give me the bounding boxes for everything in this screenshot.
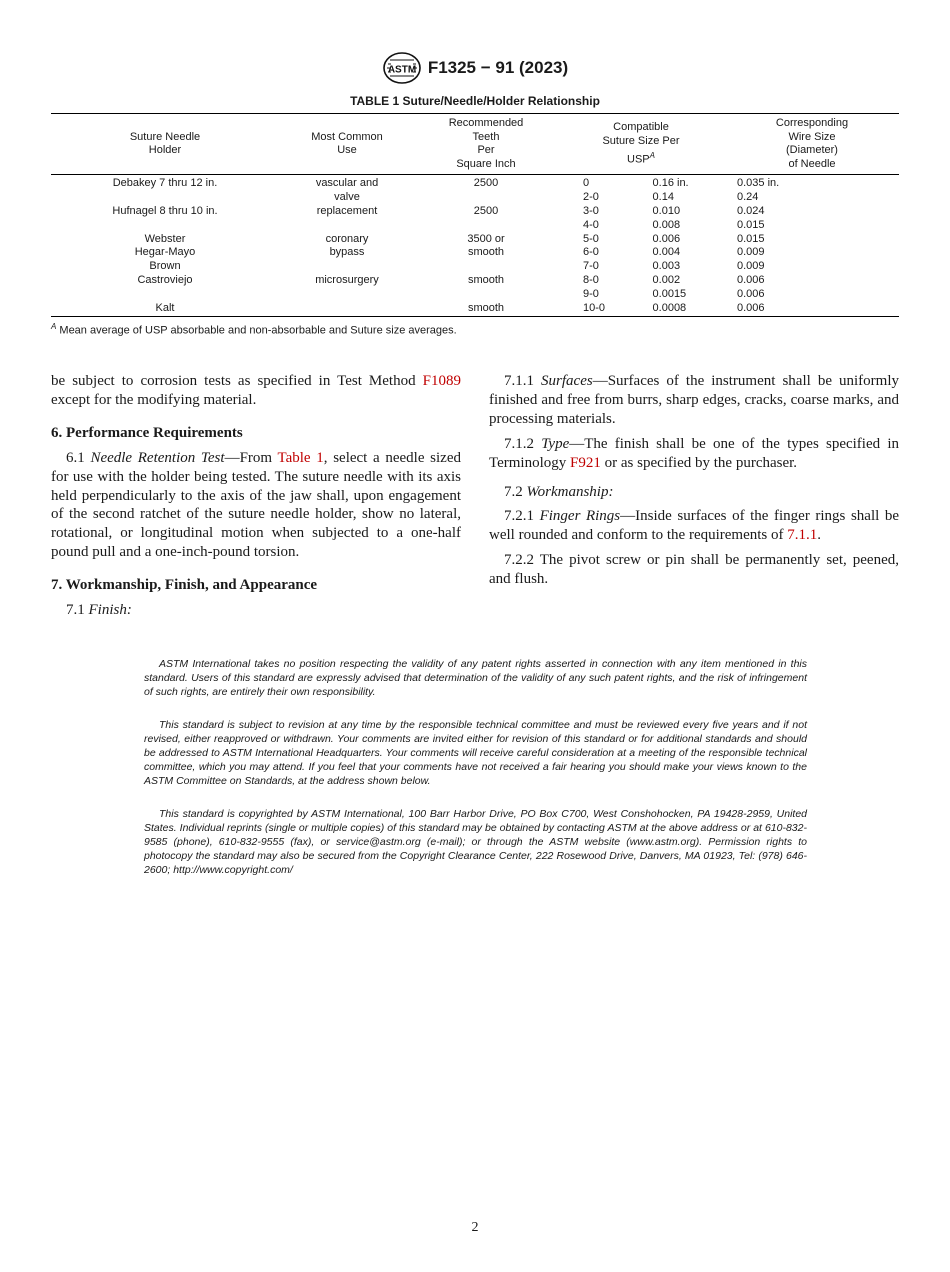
paragraph-7-2-1: 7.2.1 Finger Rings—Inside surfaces of the finger rings shall be well rounded and conform to the requirements of 7.1.1.: [489, 508, 900, 544]
table-row: Hegar-Mayo bypass smooth 6-0 0.004 0.009: [134, 246, 765, 259]
page-number: 2: [471, 1220, 479, 1235]
page-header: [0, 50, 950, 86]
table-row: valve 2-0 0.14 0.24: [334, 191, 759, 204]
paragraph-7-1-1: 7.1.1 Surfaces—Surfaces of the instrument shall be uniformly finished and free from burrs, sharp edges, cracks, coarse marks, and processing materials.: [489, 373, 899, 427]
table-row: Webster coronary 3500 or 5-0 0.006 0.015: [144, 232, 765, 245]
document-id: F1325 − 91 (2023): [427, 58, 569, 77]
right-column: [489, 372, 899, 589]
paragraph-7-1-2: 7.1.2 Type—The finish shall be one of the types specified in Terminology F921 or as specified by the purchaser.: [489, 435, 899, 471]
svg-text:ASTM: ASTM: [387, 64, 416, 76]
table-row: Debakey 7 thru 12 in. vascular and 2500 0 0.16 in. 0.035 in.: [112, 177, 780, 190]
table-title: TABLE 1 Suture/Needle/Holder Relationship: [350, 94, 600, 108]
table-row: Castroviejo microsurgery smooth 8-0 0.002 0.006: [137, 273, 765, 286]
table-row: 9-0 0.0015 0.006: [583, 287, 765, 300]
paragraph-7-2: 7.2 Workmanship:: [504, 483, 614, 500]
table-header-row: [51, 114, 899, 175]
link-f921[interactable]: F921: [570, 454, 601, 471]
link-table-1[interactable]: Table 1: [277, 449, 324, 466]
link-7-1-1[interactable]: 7.1.1: [787, 527, 818, 544]
header-holder: Suture Needle Holder: [51, 114, 279, 175]
header-wire-size: Corresponding Wire Size (Diameter) of Needle: [725, 114, 899, 175]
table-row: Hufnagel 8 thru 10 in. replacement 2500 3-0 0.010 0.024: [112, 204, 765, 217]
paragraph-7-2-2: 7.2.2 The pivot screw or pin shall be permanently set, peened, and flush.: [489, 552, 899, 588]
table-footnote: $^A$ Mean average of USP absorbable and non-absorbable and Suture size averages.: [51, 322, 457, 337]
paragraph-6-1: 6.1 Needle Retention Test—From Table 1, select a needle sized for use with the holder being tested. The suture needle with its axis held perpendicularly to the axis of the jaw shall, upon engagement of the second ratchet of the suture needle holder, show no lateral, rotational, or longitudinal motion when subjected to a one-half pound pull and a one-inch-pound torsion.: [51, 449, 462, 561]
patent-notice: ASTM International takes no position respecting the validity of any patent rights asserted in connection with any item mentioned in this standard. Users of this standard are expressly advised that determination of the validity of any such patent rights, and the risk of infringement of such rights, are entirely their own responsibility.: [144, 658, 807, 698]
revision-notice: This standard is subject to revision at any time by the responsible technical committee and must be reviewed every five years and if not revised, either reapproved or withdrawn. Your comments are invited either for revision of this standard or for additional standards and should be addressed to ASTM International Headquarters. Your comments will receive careful consideration at a meeting of the responsible technical committee, which you may attend. If you feel that your comments have not received a fair hearing you should make your views known to the ASTM Committee on Standards, at the address shown below.: [144, 719, 807, 787]
table-row: 4-0 0.008 0.015: [583, 218, 765, 231]
suture-table: [51, 113, 899, 317]
table-row: Kalt smooth 10-0 0.0008 0.006: [51, 302, 899, 317]
header-teeth: Recommended Teeth Per Square Inch: [415, 114, 557, 175]
table-row: Brown 7-0 0.003 0.009: [149, 260, 765, 273]
link-f1089[interactable]: F1089: [422, 373, 461, 389]
paragraph-7-1: 7.1 Finish:: [66, 602, 132, 619]
header-use: Most Common Use: [279, 114, 415, 175]
paragraph-continuation: be subject to corrosion tests as specified in Test Method F1089 except for the modifying material.: [51, 373, 461, 408]
header-suture-size: Compatible Suture Size Per $USP^A$: [557, 114, 725, 175]
section-6-heading: 6. Performance Requirements: [51, 424, 243, 441]
section-7-heading: 7. Workmanship, Finish, and Appearance: [51, 577, 318, 594]
left-column: [51, 372, 461, 620]
copyright-notice: This standard is copyrighted by ASTM International, 100 Barr Harbor Drive, PO Box C700, West Conshohocken, PA 19428-2959, United States. Individual reprints (single or multiple copies) of this standard may be obtained by contacting ASTM at the above address or at 610-832-9585 (phone), 610-832-9555 (fax), or service@astm.org (e-mail); or through the ASTM website (www.astm.org). Permission rights to photocopy the standard may also be secured from the Copyright Clearance Center, 222 Rosewood Drive, Danvers, MA 01923, Tel: (978) 646-2600; http://www.copyright.com/: [144, 808, 807, 876]
astm-logo-icon: [382, 51, 422, 85]
